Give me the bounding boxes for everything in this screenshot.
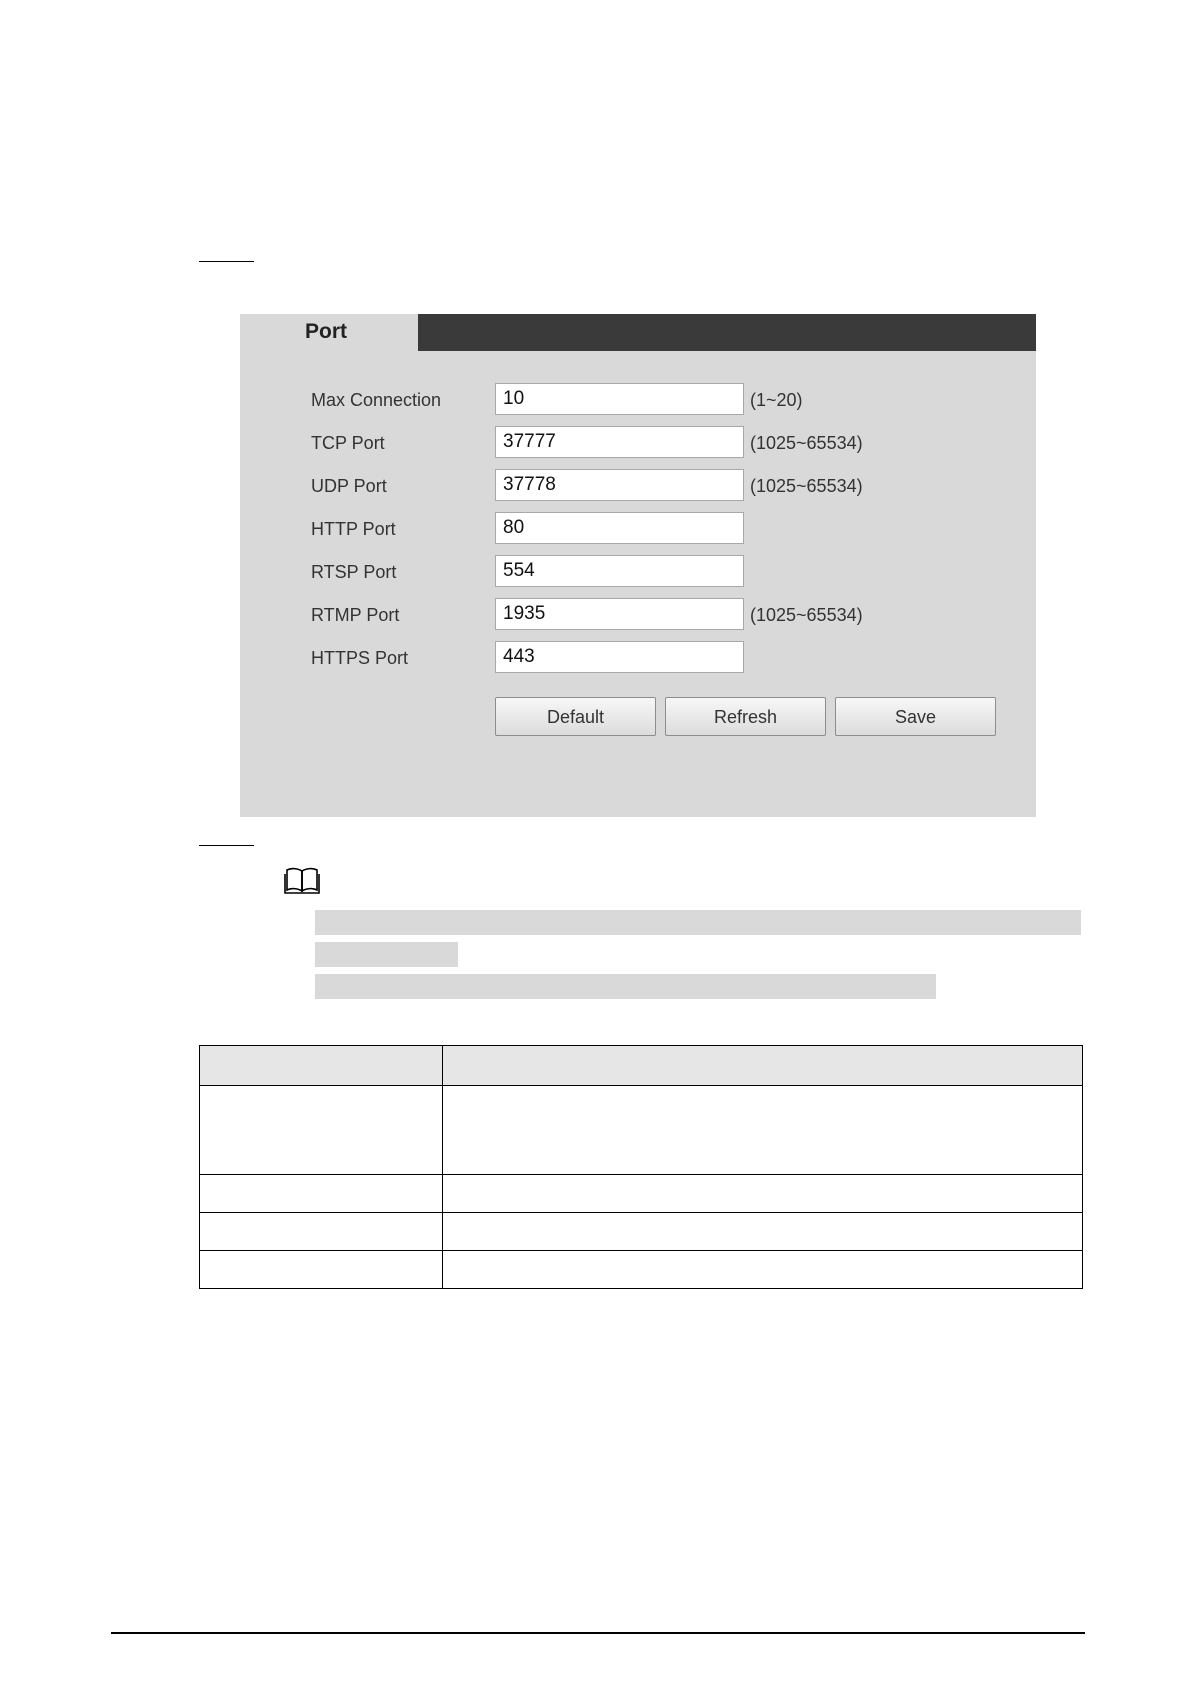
note-line-3 (315, 974, 936, 999)
udp-port-label: UDP Port (311, 476, 387, 496)
rtmp-port-range: (1025~65534) (750, 605, 863, 625)
rtsp-port-row (240, 555, 1036, 589)
rtmp-port-label: RTMP Port (311, 605, 400, 625)
table-cell (200, 1086, 443, 1175)
table-cell (443, 1213, 1083, 1251)
tab-port[interactable]: Port (305, 320, 347, 343)
book-icon (283, 866, 321, 894)
default-button[interactable]: Default (495, 697, 656, 736)
table-cell (200, 1175, 443, 1213)
tcp-port-range: (1025~65534) (750, 433, 863, 453)
http-port-input[interactable]: 80 (495, 512, 744, 544)
max-connection-label: Max Connection (311, 390, 442, 410)
table-cell (200, 1251, 443, 1289)
table-row (200, 1213, 1083, 1251)
udp-port-input[interactable]: 37778 (495, 469, 744, 501)
table-row (200, 1251, 1083, 1289)
rtmp-port-row (240, 598, 1036, 632)
port-settings-panel (240, 314, 1036, 817)
table-header-row (200, 1046, 1083, 1086)
https-port-label: HTTPS Port (311, 648, 409, 668)
panel-header-bar (418, 314, 1036, 351)
tcp-port-label: TCP Port (311, 433, 385, 453)
step-marker-1 (199, 261, 254, 262)
udp-port-range: (1025~65534) (750, 476, 863, 496)
udp-port-row (240, 469, 1036, 503)
table-cell (443, 1086, 1083, 1175)
table-header-cell (200, 1046, 443, 1086)
max-connection-range: (1~20) (750, 390, 803, 410)
max-connection-input[interactable]: 10 (495, 383, 744, 415)
table-row (200, 1175, 1083, 1213)
max-connection-row (240, 383, 1036, 417)
footer-rule (111, 1632, 1085, 1634)
https-port-row (240, 641, 1036, 675)
refresh-button[interactable]: Refresh (665, 697, 826, 736)
tcp-port-input[interactable]: 37777 (495, 426, 744, 458)
tcp-port-row (240, 426, 1036, 460)
note-line-1 (315, 910, 1081, 935)
table-header-cell (443, 1046, 1083, 1086)
table-row (200, 1086, 1083, 1175)
table-cell (443, 1175, 1083, 1213)
rtmp-port-input[interactable]: 1935 (495, 598, 744, 630)
note-line-2 (315, 942, 458, 967)
http-port-label: HTTP Port (311, 519, 396, 539)
http-port-row (240, 512, 1036, 546)
rtsp-port-label: RTSP Port (311, 562, 397, 582)
https-port-input[interactable]: 443 (495, 641, 744, 673)
parameter-table (199, 1045, 1083, 1289)
rtsp-port-input[interactable]: 554 (495, 555, 744, 587)
table-cell (443, 1251, 1083, 1289)
save-button[interactable]: Save (835, 697, 996, 736)
step-marker-2 (199, 845, 254, 846)
table-cell (200, 1213, 443, 1251)
